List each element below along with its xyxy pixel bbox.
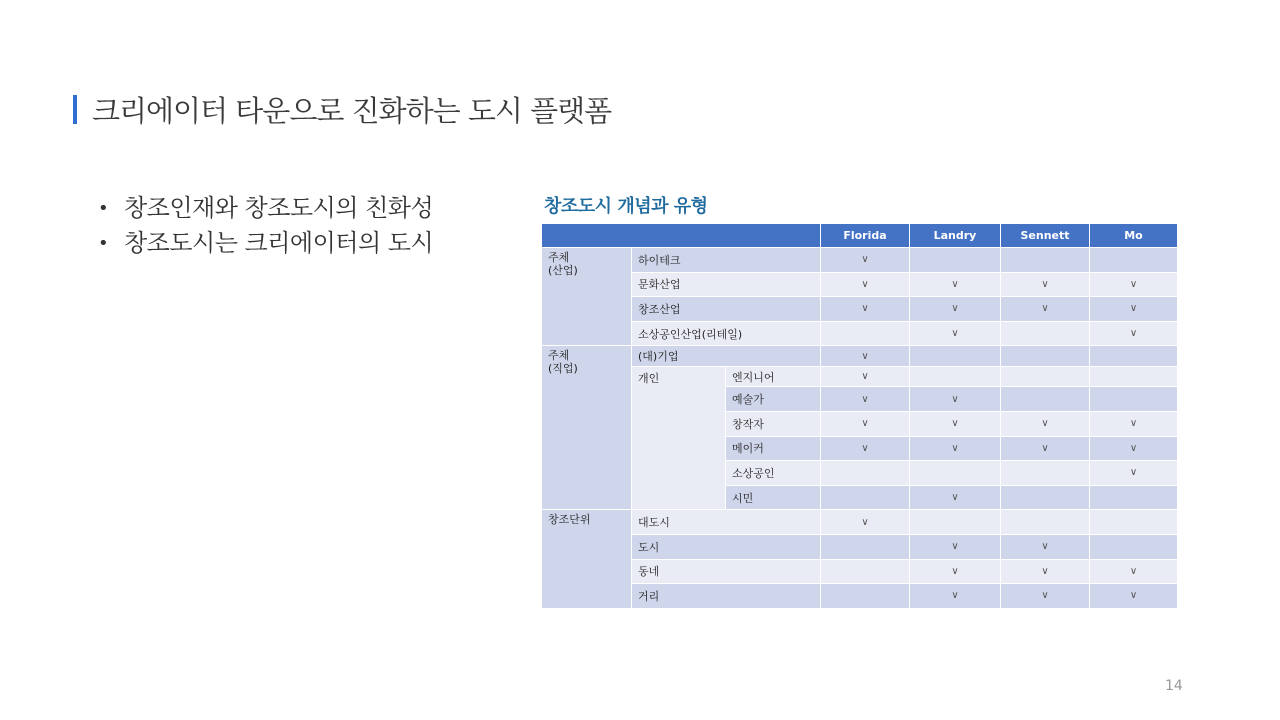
check-cell: ∨ bbox=[910, 297, 1000, 321]
check-cell: ∨ bbox=[910, 322, 1000, 346]
check-cell: ∨ bbox=[821, 273, 909, 297]
check-cell bbox=[1001, 248, 1089, 272]
row-label: 소상공인산업(리테일) bbox=[632, 322, 820, 346]
check-cell: ∨ bbox=[1001, 437, 1089, 461]
row-label: 하이테크 bbox=[632, 248, 820, 272]
check-cell: ∨ bbox=[1001, 297, 1089, 321]
check-cell: ∨ bbox=[1001, 584, 1089, 608]
check-cell bbox=[910, 248, 1000, 272]
check-cell bbox=[1090, 387, 1177, 411]
check-cell: ∨ bbox=[1001, 412, 1089, 436]
check-cell bbox=[1090, 248, 1177, 272]
check-cell bbox=[821, 584, 909, 608]
bullet-item bbox=[98, 226, 433, 261]
sub-label: 소상공인 bbox=[726, 461, 820, 485]
check-cell bbox=[910, 461, 1000, 485]
sub-label: 메이커 bbox=[726, 437, 820, 461]
check-cell: ∨ bbox=[821, 248, 909, 272]
row-label: 문화산업 bbox=[632, 273, 820, 297]
check-cell bbox=[1001, 486, 1089, 510]
title-accent-bar bbox=[73, 95, 77, 124]
check-cell bbox=[1090, 367, 1177, 386]
bullet-list bbox=[98, 191, 433, 261]
check-cell: ∨ bbox=[821, 387, 909, 411]
column-header: Mo bbox=[1090, 224, 1177, 247]
row-label: (대)기업 bbox=[632, 346, 820, 366]
check-cell: ∨ bbox=[1090, 437, 1177, 461]
group-label: 주체 (산업) bbox=[542, 248, 631, 345]
check-cell bbox=[1001, 322, 1089, 346]
check-cell: ∨ bbox=[1090, 273, 1177, 297]
check-cell bbox=[1090, 486, 1177, 510]
check-cell bbox=[821, 486, 909, 510]
check-cell: ∨ bbox=[1090, 297, 1177, 321]
row-label: 동네 bbox=[632, 560, 820, 584]
check-cell: ∨ bbox=[1001, 560, 1089, 584]
check-cell: ∨ bbox=[821, 346, 909, 366]
check-cell: ∨ bbox=[821, 510, 909, 534]
row-label: 도시 bbox=[632, 535, 820, 559]
check-cell: ∨ bbox=[910, 437, 1000, 461]
group-label: 주체 (직업) bbox=[542, 346, 631, 509]
check-cell: ∨ bbox=[821, 412, 909, 436]
check-cell bbox=[1001, 367, 1089, 386]
column-header: Sennett bbox=[1001, 224, 1089, 247]
check-cell: ∨ bbox=[1090, 412, 1177, 436]
check-cell bbox=[821, 560, 909, 584]
check-cell bbox=[1001, 387, 1089, 411]
check-cell: ∨ bbox=[821, 367, 909, 386]
check-cell: ∨ bbox=[910, 584, 1000, 608]
bullet-dot: • bbox=[98, 233, 109, 254]
slide-title: 크리에이터 타운으로 진화하는 도시 플랫폼 bbox=[92, 94, 612, 128]
check-cell: ∨ bbox=[1090, 461, 1177, 485]
row-label: 개인 bbox=[632, 367, 725, 509]
column-header: Florida bbox=[821, 224, 909, 247]
check-cell bbox=[910, 510, 1000, 534]
check-cell bbox=[910, 346, 1000, 366]
bullet-dot: • bbox=[98, 198, 109, 219]
check-cell bbox=[1001, 461, 1089, 485]
check-cell: ∨ bbox=[1001, 273, 1089, 297]
check-cell bbox=[1090, 510, 1177, 534]
bullet-item bbox=[98, 191, 433, 226]
check-cell: ∨ bbox=[910, 273, 1000, 297]
page-number: 14 bbox=[1165, 678, 1183, 694]
sub-label: 창작자 bbox=[726, 412, 820, 436]
check-cell bbox=[821, 322, 909, 346]
check-cell bbox=[1001, 510, 1089, 534]
check-cell: ∨ bbox=[910, 535, 1000, 559]
row-label: 창조산업 bbox=[632, 297, 820, 321]
check-cell bbox=[1090, 535, 1177, 559]
check-cell: ∨ bbox=[910, 560, 1000, 584]
check-cell bbox=[910, 367, 1000, 386]
column-header: Landry bbox=[910, 224, 1000, 247]
sub-label: 예술가 bbox=[726, 387, 820, 411]
check-cell: ∨ bbox=[910, 486, 1000, 510]
row-label: 거리 bbox=[632, 584, 820, 608]
bullet-text: 창조도시는 크리에이터의 도시 bbox=[124, 229, 434, 257]
creative-city-table bbox=[542, 224, 1171, 603]
table-title: 창조도시 개념과 유형 bbox=[544, 196, 708, 217]
check-cell: ∨ bbox=[910, 412, 1000, 436]
check-cell: ∨ bbox=[821, 437, 909, 461]
sub-label: 시민 bbox=[726, 486, 820, 510]
check-cell bbox=[1001, 346, 1089, 366]
check-cell: ∨ bbox=[1090, 584, 1177, 608]
header-blank bbox=[542, 224, 820, 247]
check-cell: ∨ bbox=[1090, 560, 1177, 584]
sub-label: 엔지니어 bbox=[726, 367, 820, 386]
row-label: 대도시 bbox=[632, 510, 820, 534]
check-cell: ∨ bbox=[910, 387, 1000, 411]
check-cell: ∨ bbox=[821, 297, 909, 321]
check-cell bbox=[821, 461, 909, 485]
check-cell bbox=[1090, 346, 1177, 366]
bullet-text: 창조인재와 창조도시의 친화성 bbox=[124, 194, 434, 222]
check-cell: ∨ bbox=[1001, 535, 1089, 559]
check-cell: ∨ bbox=[1090, 322, 1177, 346]
check-cell bbox=[821, 535, 909, 559]
group-label: 창조단위 bbox=[542, 510, 631, 607]
